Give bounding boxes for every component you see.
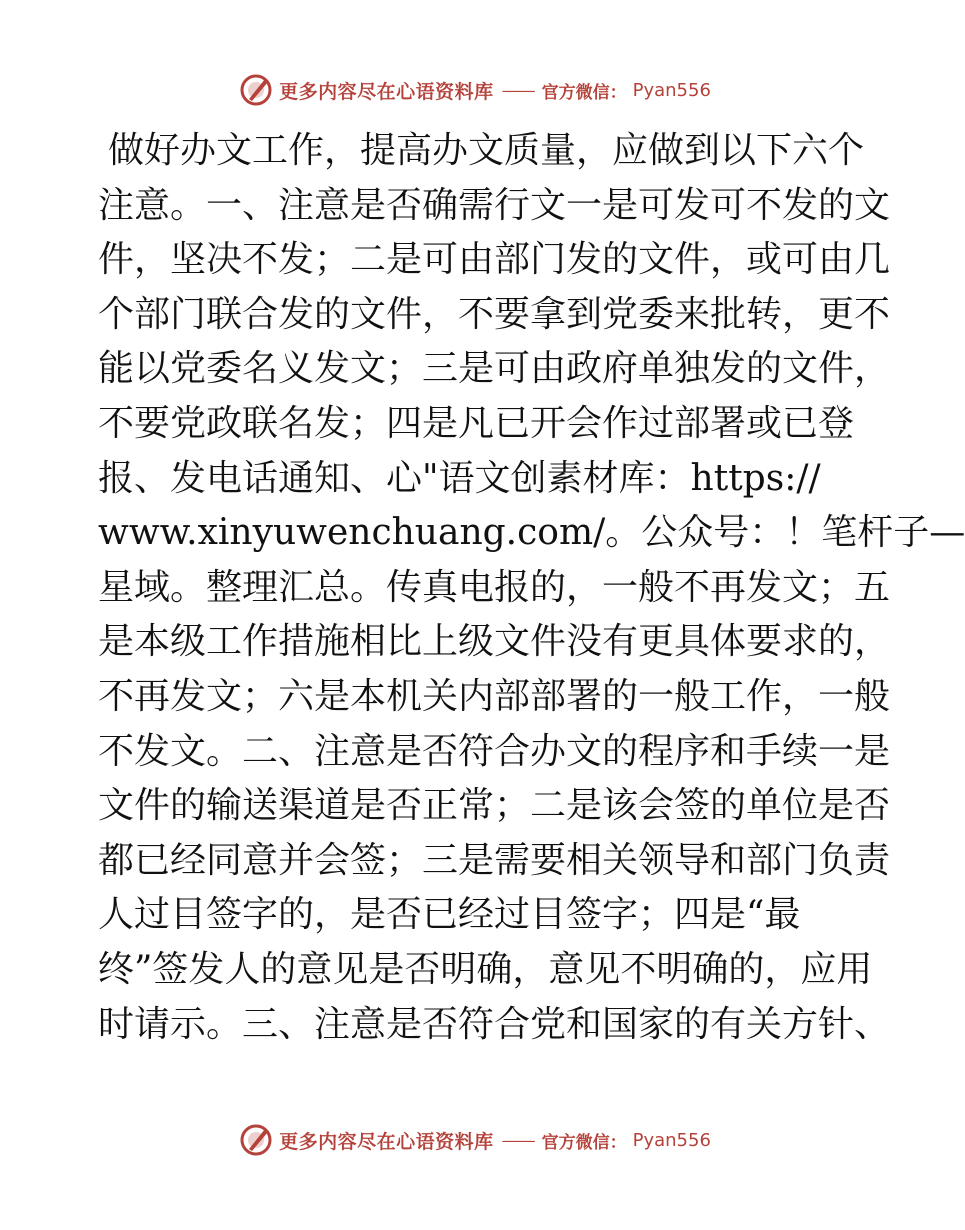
text-line: 能以党委名义发文；三是可由政府单独发的文件， (98, 348, 891, 390)
footer-brand: 更多内容尽在心语资料库 (279, 1130, 494, 1153)
text-line: 注意。一、注意是否确需行文一是可发可不发的文 (98, 184, 891, 226)
text-line: 件，坚决不发；二是可由部门发的文件，或可由几 (98, 239, 891, 281)
header-wechat-label: 官方微信： (541, 82, 627, 103)
text-line: 都已经同意并会签；三是需要相关领导和部门负责 (98, 839, 891, 881)
text-line: 不要党政联名发；四是凡已开会作过部署或已登 (98, 402, 855, 444)
footer-separator: —— (501, 1129, 534, 1151)
text-line: 文件的输送渠道是否正常；二是该会签的单位是否 (98, 785, 891, 827)
document-body (98, 124, 965, 1052)
header-banner (0, 72, 950, 108)
logo-icon (239, 1123, 273, 1157)
footer-wechat-label: 官方微信： (541, 1132, 627, 1153)
header-wechat-id: Pyan556 (632, 79, 711, 101)
text-line: 报、发电话通知、心"语文创素材库：https:// (98, 457, 821, 499)
text-line: www.xinyuwenchuang.com/。公众号：！笔杆子— (98, 512, 965, 554)
header-brand: 更多内容尽在心语资料库 (279, 80, 494, 103)
text-line: 不再发文；六是本机关内部部署的一般工作，一般 (98, 675, 891, 717)
text-line: 做好办文工作，提高办文质量，应做到以下六个 (108, 130, 865, 171)
text-line: 不发文。二、注意是否符合办文的程序和手续一是 (98, 730, 891, 772)
footer-banner (0, 1122, 950, 1158)
header-separator: —— (501, 79, 534, 101)
logo-icon (239, 73, 273, 107)
footer-wechat-id: Pyan556 (632, 1129, 711, 1151)
text-line: 时请示。三、注意是否符合党和国家的有关方针、 (98, 1003, 891, 1045)
text-line: 星域。整理汇总。传真电报的，一般不再发文；五 (98, 566, 891, 608)
text-line: 人过目签字的，是否已经过目签字；四是“最 (98, 894, 801, 936)
text-line: 个部门联合发的文件，不要拿到党委来批转，更不 (98, 293, 891, 335)
text-line: 终”签发人的意见是否明确，意见不明确的，应用 (98, 948, 873, 990)
text-line: 是本级工作措施相比上级文件没有更具体要求的， (98, 621, 891, 663)
